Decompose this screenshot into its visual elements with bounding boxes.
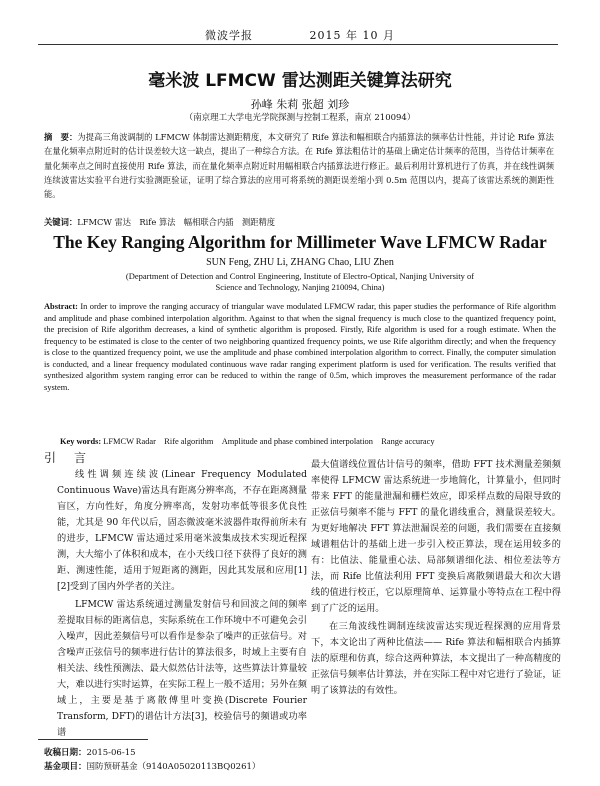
chinese-authors: 孙峰 朱莉 张超 刘珍 <box>250 98 350 111</box>
fund-label: 基金项目： <box>44 762 87 772</box>
fund-value: 国防预研基金（9140A05020113BQ0261） <box>86 762 261 772</box>
journal-name: 微波学报 <box>205 29 253 42</box>
chinese-abstract-text: 为提高三角波调制的 LFMCW 体制雷达测距精度，本文研究了 Rife 算法和幅相联合内插算法的频率估计性能，并讨论 Rife 算法在量化频率点附近时的估计误差较大这一缺点，提出了一种综合方法。在 Rife 算法粗估计的基础上确定估计频率的范围，当待估计频率在量化频率点之间时直接使用 Rife 算法，而在量化频率点附近时用幅相联合内插算法进行修正。最后利用计算机进行了仿真，并在线性调频连续波雷达实验平台进行实验测距验证，证明了综合算法的应用可将系统的测距误差缩小到 0.5m 范围以内，提高了该雷达系统的测距性能。 <box>44 132 554 200</box>
body-paragraph: 线性调频连续波(Linear Frequency Modulated Continuous Wave)雷达具有距离分辨率高，不存在距离测量盲区，方向性好，角度分辨率高，发射功率低等很多优良性能，尤其是 90 年代以后，固态微波毫米波器件取得前所未有的进步，LFMCW 雷达通过采用毫米波集成技术实现近程探测，大大缩小了体积和成本，在小天线口径下获得了良好的测距、测速性能，适用于短距离的测距，因此其发展和应用[1][2]受到了国内外学者的关注。 <box>57 469 307 592</box>
chinese-keywords <box>44 216 554 228</box>
footnote-rule <box>38 739 148 740</box>
english-abstract-text: In order to improve the ranging accuracy of triangular wave modulated LFMCW radar, this paper studies the performance of Rife algorithm and amplitude and phase combined interpolation algorithm. Against to that when the signal frequency is much close to the quantized frequency point, the precision of Rife algorithm decreases, a kind of synthetic algorithm is proposed. Firstly, Rife algorithm is used for a rough estimate. When the frequency to be estimated is close to the center of two neighboring quantized frequency points, we use Rife algorithm directly; and when the frequency is close to the quantized frequency point, we use the amplitude and phase combined interpolation algorithm to correct. Finally, the computer simulation is conducted, and a linear frequency modulated continuous wave radar ranging experiment platform is used for verification. The results verified that synthesized algorithm system ranging error can be reduced to within the range of 0.5m, which improves the measurement performance of the radar system. <box>44 302 556 392</box>
header-rule <box>38 44 558 45</box>
section-heading-part1: 引 <box>44 451 57 465</box>
body-paragraph: LFMCW 雷达系统通过测量发射信号和回波之间的频率差提取目标的距离信息，实际系统在工作环境中不可避免会引入噪声，因此差频信号可以看作是参杂了噪声的正弦信号。对含噪声正弦信号的频率进行估计的算法很多，时域上主要有自相关法、线性预测法、最大似然估计法等，这些算法计算量较大，难以进行实时运算，在实际工程上一般不适用；另外在频域上，主要是基于离散傅里叶变换(Discrete Fourier Transform, DFT)的谱估计方法[3]，校验信号的频谱或功率谱 <box>57 599 307 738</box>
body-column-left <box>57 467 307 743</box>
chinese-keywords-text: LFMCW 雷达 Rife 算法 幅相联合内插 测距精度 <box>77 217 276 227</box>
english-keywords <box>60 435 560 447</box>
footnote-fund <box>44 760 260 772</box>
english-keywords-text: LFMCW Radar Rife algorithm Amplitude and phase combined interpolation Range accuracy <box>103 437 435 446</box>
body-column-right <box>311 457 561 701</box>
english-abstract-label: Abstract: <box>44 302 78 311</box>
chinese-title: 毫米波 LFMCW 雷达测距关键算法研究 <box>148 71 452 91</box>
chinese-keywords-label: 关键词： <box>44 217 78 227</box>
section-heading-introduction <box>44 449 86 466</box>
body-paragraph: 最大值谱线位置估计信号的频率，借助 FFT 技术测量差频频率使得 LFMCW 雷达系统进一步地简化，计算量小，但同时带来 FFT 的能量泄漏和栅栏效应，即采样点数的局限导致的正弦信号频率不能与 FFT 的量化谱线重合，测量误差较大。为更好地解决 FFT 算法泄漏误差的问题，我们需要在直接频域谱粗估计的基础上进一步引入校正算法，现在运用较多的有：比值法、能量重心法、局部频谱细化法、相位差法等方法，而 Rife 比值法利用 FFT 变换后离散频谱最大和次大谱线的值进行校正，它以原理简单、运算量小等特点在工程中得到了广泛的运用。 <box>311 459 561 614</box>
body-paragraph: 在三角波线性调制连续波雷达实现近程探测的应用背景下，本文论出了两种比值法—— Rife 算法和幅相联合内插算法的原理和仿真，综合这两种算法，本文提出了一种高精度的正弦信号频率估计算法，并在实际工程中对它进行了验证，证明了该算法的有效性。 <box>311 621 561 696</box>
english-authors: SUN Feng, ZHU Li, ZHANG Chao, LIU Zhen <box>206 257 394 268</box>
footnote-received <box>44 746 136 758</box>
chinese-abstract <box>44 130 554 201</box>
english-title: The Key Ranging Algorithm for Millimeter Wave LFMCW Radar <box>53 232 547 252</box>
received-value: 2015-06-15 <box>86 748 136 758</box>
issue-date: 2015 年 10 月 <box>309 29 395 42</box>
chinese-affiliation: （南京理工大学电光学院探测与控制工程系，南京 210094） <box>184 113 416 123</box>
english-abstract <box>44 301 556 393</box>
received-label: 收稿日期： <box>44 748 87 758</box>
section-heading-part2: 言 <box>74 451 87 465</box>
chinese-abstract-label: 摘 要： <box>44 132 78 142</box>
english-keywords-label: Key words: <box>60 437 102 446</box>
running-head <box>0 27 600 43</box>
english-affiliation: (Department of Detection and Control Engineering, Institute of Electro-Optical, Nanjing University of Science and Technology, Nanjing 210094, China) <box>125 271 475 292</box>
